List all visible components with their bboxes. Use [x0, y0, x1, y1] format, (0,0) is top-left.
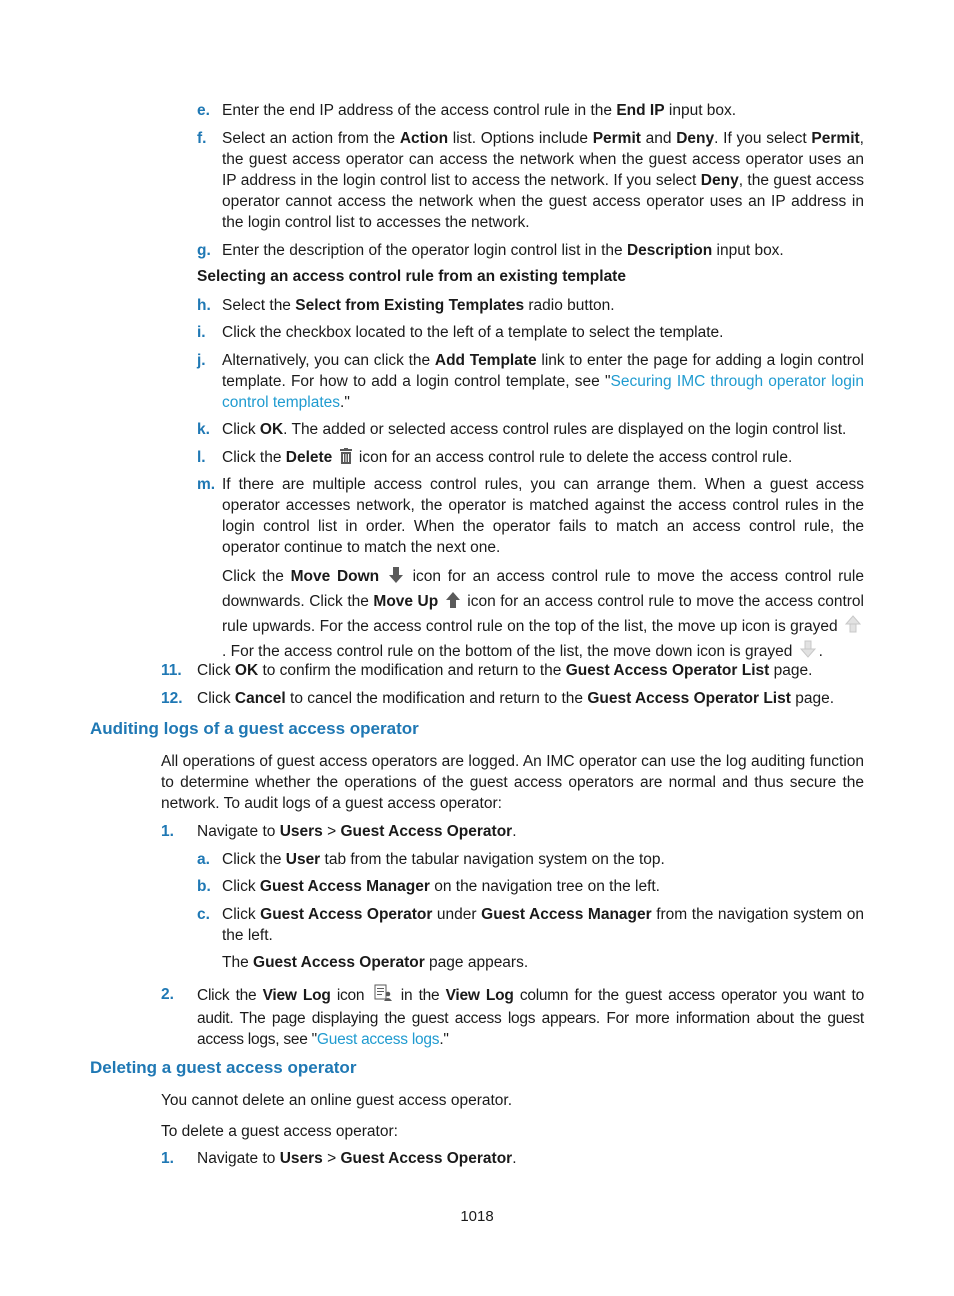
step-label: b.	[197, 878, 211, 895]
arrow-down-icon	[389, 567, 403, 590]
section-heading-audit: Auditing logs of a guest access operator	[90, 719, 419, 738]
link-guest-access-logs[interactable]: Guest access logs	[316, 1031, 440, 1048]
step-text: Select the Select from Existing Templates radio button.	[222, 297, 615, 314]
step-text: Click Guest Access Manager on the navigation tree on the left.	[222, 878, 660, 895]
delete-p1: You cannot delete an online guest access operator.	[161, 1092, 513, 1109]
step-label: i.	[197, 324, 206, 341]
audit-intro: All operations of guest access operators are logged. An IMC operator can use the log auditing function to determine whether the operations of the guest access operators are normal and thus secure the network. To audit logs of a guest access operator:	[161, 753, 864, 812]
step-label: f.	[197, 130, 207, 147]
view-log-icon	[374, 984, 392, 1008]
step-text: Click Cancel to cancel the modification and return to the Guest Access Operator List page.	[197, 690, 835, 707]
step-text: Click the checkbox located to the left of a template to select the template.	[222, 324, 724, 341]
step-text: Click the Delete icon for an access control rule to delete the access control rule.	[222, 447, 864, 470]
step-text: Click the Move Down icon for an access control rule to move the access control rule downwards. Click the Move Up icon for an access control rule to move the access control rule upwards. For the access control rule on the top of the list, the move up icon is grayed . For the access control rule on the bottom of the list, the move down icon is grayed .	[222, 565, 864, 665]
step-label: c.	[197, 906, 210, 923]
step-text: Navigate to Users > Guest Access Operator.	[197, 823, 517, 840]
step-text: Alternatively, you can click the Add Template link to enter the page for adding a login control template. For how to add a login control template, see "Securing IMC through operator login control templates."	[222, 352, 864, 411]
step-label: 11.	[161, 662, 182, 679]
step-text: Select an action from the Action list. Options include Permit and Deny. If you select Permit, the guest access operator can access the network when the guest access operator uses an IP address in the login control list to access the network. If you select Deny, the guest access operator cannot access the network when the guest access operator uses an IP address in the login control list to accesses the network.	[222, 130, 864, 231]
step-text: Click the View Log icon in the View Log column for the guest access operator you want to audit. The page displaying the guest access logs appears. For more information about the guest access logs, see "Guest access logs."	[197, 984, 864, 1050]
step-label: e.	[197, 102, 210, 119]
step-label: 12.	[161, 690, 183, 707]
step-text: If there are multiple access control rules, you can arrange them. When a guest access operator accesses network, the operator is matched against the access control rules in the login control list in order. When the operator fails to match an access control rule, the operator continue to match the next one.	[222, 476, 864, 556]
step-label: k.	[197, 421, 210, 438]
link-securing-imc-templates[interactable]: Securing IMC through operator login control templates	[222, 373, 864, 411]
step-text: Navigate to Users > Guest Access Operator.	[197, 1150, 517, 1167]
step-text: Enter the description of the operator login control list in the Description input box.	[222, 242, 784, 259]
arrow-up-icon	[446, 592, 460, 615]
step-text: Click OK. The added or selected access control rules are displayed on the login control list.	[222, 421, 847, 438]
subheading-template: Selecting an access control rule from an existing template	[197, 268, 626, 285]
step-label: 1.	[161, 823, 174, 840]
step-text: Enter the end IP address of the access control rule in the End IP input box.	[222, 102, 737, 119]
trash-icon	[340, 448, 352, 470]
step-label: a.	[197, 851, 210, 868]
section-heading-delete: Deleting a guest access operator	[90, 1058, 357, 1077]
step-text: Click OK to confirm the modification and return to the Guest Access Operator List page.	[197, 662, 813, 679]
step-label: 1.	[161, 1150, 174, 1167]
page-number: 1018	[460, 1208, 494, 1225]
step-text: Click the User tab from the tabular navigation system on the top.	[222, 851, 665, 868]
step-label: l.	[197, 449, 206, 466]
step-label: m.	[197, 476, 216, 493]
step-label: h.	[197, 297, 211, 314]
step-label: j.	[197, 352, 206, 369]
arrow-up-grayed-icon	[845, 615, 861, 640]
step-text: Click Guest Access Operator under Guest Access Manager from the navigation system on the left.	[222, 906, 864, 944]
step-label: g.	[197, 242, 211, 259]
delete-p2: To delete a guest access operator:	[161, 1123, 398, 1140]
step-text: The Guest Access Operator page appears.	[222, 954, 529, 971]
step-label: 2.	[161, 986, 174, 1003]
